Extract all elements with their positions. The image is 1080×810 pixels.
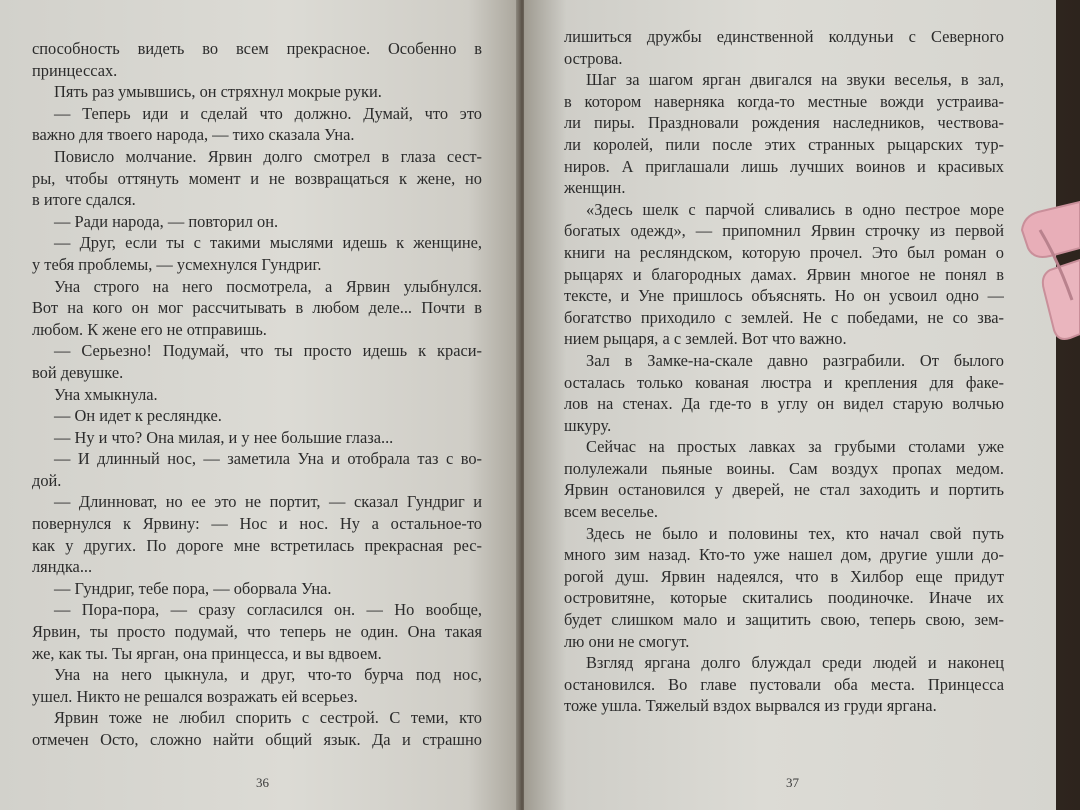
text-line: Взгляд яргана долго блуждал среди людей и наконец — [586, 653, 1004, 673]
text-line: — Длинноват, но ее это не портит, — сказал Гундриг и — [54, 492, 482, 512]
right-page — [524, 0, 1056, 810]
text-line: Уна строго на него посмотрела, а Ярвин улыбнулся. — [54, 276, 482, 296]
text-line: лишиться дружбы единственной колдуньи с Северного — [564, 27, 1004, 46]
text-line: Сейчас на простых лавках за грубыми столами уже — [586, 437, 1004, 457]
text-line: — Теперь иди и сделай что должно. Думай, что это — [54, 103, 482, 123]
text-line: — Серьезно! Подумай, что ты просто идешь к краси- — [54, 341, 482, 361]
text-line: рыцарях и благородных дамах. Ярвин многое не понял в — [564, 264, 1004, 284]
text-line: нием рыцаря, а с землей. Вот что важно. — [564, 329, 847, 349]
text-line: важно для твоего народа, — тихо сказала Уна. — [32, 125, 355, 145]
text-line: Вот на кого он мог рассчитывать в любом деле... Почти в — [32, 298, 482, 318]
right-page-text — [564, 26, 1004, 717]
text-line: всем веселье. — [564, 502, 658, 522]
text-line: — Гундриг, тебе пора, — оборвала Уна. — [54, 578, 332, 598]
text-line: ли пиры. Праздновали рождения наследников, чествова- — [564, 113, 1004, 133]
text-line: в котором наверняка когда-то местные вожди устраива- — [564, 91, 1004, 111]
binder-clip-icon — [1010, 190, 1080, 360]
text-line: — Друг, если ты с такими мыслями идешь к женщине, — [54, 233, 482, 253]
text-line: вой девушке. — [32, 362, 124, 382]
text-line: рогой душ. Ярвин надеялся, что в Хилбор еще придут — [564, 566, 1004, 586]
text-line: тоже ушла. Тяжелый вздох вырвался из груди яргана. — [564, 696, 937, 716]
text-line: лю они не смогут. — [564, 631, 690, 651]
right-page-number: 37 — [786, 775, 799, 791]
left-page-number: 36 — [256, 775, 269, 791]
text-line: — Он идет к ресляндке. — [54, 406, 222, 426]
text-line: тексте, и Уне пришлось объяснять. Но он усвоил одно — — [564, 286, 1004, 306]
text-line: Ярвин тоже не любил спорить с сестрой. С теми, кто — [54, 708, 482, 728]
text-line: ры, чтобы оттянуть момент и не возвращаться к жене, но — [32, 168, 482, 188]
text-line: лов на стенах. Да где-то в углу он видел старую волчью — [564, 394, 1004, 414]
text-line: будет слишком мало и защитить свою, теперь свою, зем- — [564, 610, 1004, 630]
text-line: Повисло молчание. Ярвин долго смотрел в глаза сест- — [54, 146, 482, 166]
text-line: шкуру. — [564, 415, 612, 435]
text-line: Уна на него цыкнула, и друг, что-то бурча под нос, — [54, 665, 482, 685]
text-line: ляндка... — [32, 557, 93, 577]
text-line: любом. К жене его не отправишь. — [32, 319, 267, 339]
text-line: ушел. Никто не решался возражать ей всерьез. — [32, 686, 358, 706]
text-line: «Здесь шелк с парчой сливались в одно пестрое море — [586, 199, 1004, 219]
text-line: повернулся к Ярвину: — Нос и нос. Ну а остальное-то — [32, 514, 482, 534]
left-page-text — [32, 38, 482, 751]
text-line: ниров. А приглашали лишь лучших воинов и красивых — [564, 156, 1004, 176]
text-line: много зим назад. Кто-то уже нашел дом, другие ушли до- — [564, 545, 1004, 565]
text-line: принцессах. — [32, 60, 118, 80]
text-line: островитяне, которые скитались поодиночке. Иначе их — [564, 588, 1004, 608]
text-line: — Ради народа, — повторил он. — [54, 211, 279, 231]
text-line: же, как ты. Ты ярган, она принцесса, и вы вдвоем. — [32, 643, 382, 663]
text-line: способность видеть во всем прекрасное. Особенно в — [32, 39, 482, 58]
text-line: — И длинный нос, — заметила Уна и отобрала таз с во- — [54, 449, 482, 469]
text-line: осталась только кованая люстра и крепления для факе- — [564, 372, 1004, 392]
text-line: остановился. Во главе пустовали оба места. Принцесса — [564, 674, 1004, 694]
text-line: богатых одежд», — припомнил Ярвин строчку из первой — [564, 221, 1004, 241]
text-line: острова. — [564, 48, 623, 68]
text-line: полулежали пьяные воины. Сам воздух пропах медом. — [564, 458, 1004, 478]
text-line: в итоге сдался. — [32, 190, 136, 210]
text-line: Ярвин, ты просто подумай, что теперь не один. Она такая — [32, 622, 482, 642]
text-line: Здесь не было и половины тех, кто начал свой путь — [586, 523, 1004, 543]
text-line: у тебя проблемы, — усмехнулся Гундриг. — [32, 254, 322, 274]
text-line: — Ну и что? Она милая, и у нее большие глаза... — [54, 427, 394, 447]
text-line: Уна хмыкнула. — [54, 384, 158, 404]
text-line: ли королей, пили после этих странных рыцарских тур- — [564, 134, 1004, 154]
text-line: Пять раз умывшись, он стряхнул мокрые руки. — [54, 82, 382, 102]
text-line: отмечен Осто, сложно найти общий язык. Да и страшно — [32, 730, 482, 749]
text-line: Шаг за шагом ярган двигался на звуки веселья, в зал, — [586, 70, 1004, 90]
text-line: Зал в Замке-на-скале давно разграбили. От былого — [586, 350, 1004, 370]
text-line: книги на ресляндском, которую прочел. Это был роман о — [564, 242, 1004, 262]
text-line: как у других. По дороге мне встретилась прекрасная рес- — [32, 535, 482, 555]
text-line: богатство приходило с землей. Не с победами, не со зва- — [564, 307, 1004, 327]
text-line: — Пора-пора, — сразу согласился он. — Но вообще, — [54, 600, 482, 620]
text-line: Ярвин остановился у дверей, не стал заходить и портить — [564, 480, 1004, 500]
text-line: дой. — [32, 470, 62, 490]
text-line: женщин. — [564, 178, 626, 198]
left-page — [0, 0, 520, 810]
